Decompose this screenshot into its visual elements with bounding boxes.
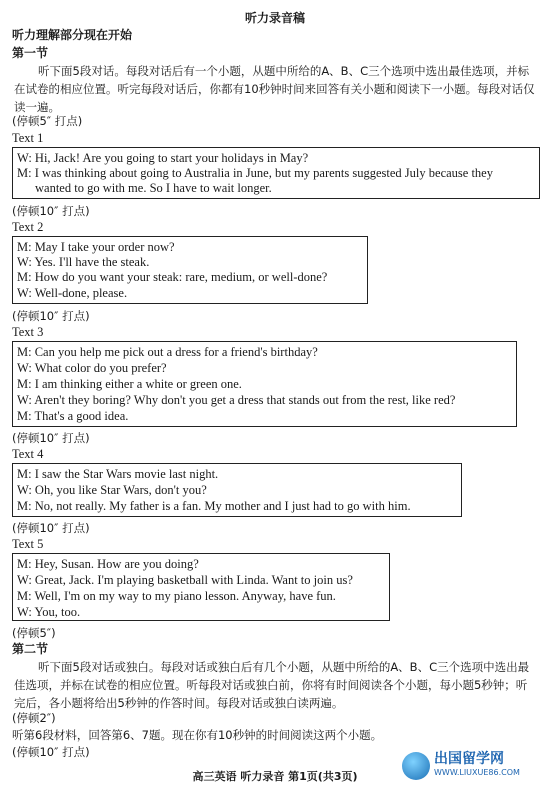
text5-line2: W: Great, Jack. I'm playing basketball with Linda. Want to join us? (17, 573, 353, 587)
text5-line4: W: You, too. (17, 605, 81, 619)
text5-line3: M: Well, I'm on my way to my piano lesson. Anyway, have fun. (17, 589, 336, 603)
globe-icon (402, 752, 430, 780)
text3-line2: W: What color do you prefer? (17, 361, 167, 375)
page-footer: 高三英语 听力录音 第1页(共3页) (192, 770, 358, 783)
text5-line1: M: Hey, Susan. How are you doing? (17, 557, 199, 571)
watermark-logo (402, 748, 542, 784)
text4-line1: M: I saw the Star Wars movie last night. (17, 467, 219, 481)
text2-dialogue (12, 236, 368, 304)
text4-dialogue (12, 463, 462, 517)
section1-paragraph: 听下面5段对话。每段对话后有一个小题，从题中所给的A、B、C三个选项中选出最佳选项，并标在试卷的相应位置。听完每段对话后，你都有10秒钟时间来回答有关小题和阅读下一小题。每段对话仅读一遍。 (14, 64, 535, 114)
section2-pause: (停顿2″) (12, 711, 56, 725)
text1-pause: (停顿10″ 打点) (12, 204, 90, 218)
section1-heading: 第一节 (12, 46, 49, 60)
text5-label: Text 5 (12, 537, 44, 551)
watermark-name: 出国留学网 (434, 751, 504, 767)
text3-dialogue (12, 341, 517, 427)
text2-line3: M: How do you want your steak: rare, medium, or well-done? (17, 270, 328, 284)
section2-instruction: 听第6段材料，回答第6、7题。现在你有10秒钟的时间阅读这两个小题。 (12, 728, 383, 742)
text5-pause: (停顿5″) (12, 626, 56, 640)
text5-dialogue (12, 553, 390, 621)
page-title: 听力录音稿 (244, 11, 305, 25)
watermark-url: WWW.LIUXUE86.COM (434, 768, 520, 777)
text2-pause: (停顿10″ 打点) (12, 309, 90, 323)
text1-line3: wanted to go with me. So I have to wait longer. (35, 181, 272, 195)
text4-line3: M: No, not really. My father is a fan. My mother and I just had to go with him. (17, 499, 411, 513)
text1-label: Text 1 (12, 131, 44, 145)
text3-line3: M: I am thinking either a white or green one. (17, 377, 242, 391)
text2-line4: W: Well-done, please. (17, 286, 128, 300)
text1-line2: M: I was thinking about going to Australia in June, but my parents suggested July because they (17, 166, 493, 180)
text4-pause: (停顿10″ 打点) (12, 521, 90, 535)
section2-heading: 第二节 (12, 642, 49, 656)
section2-paragraph: 听下面5段对话或独白。每段对话或独白后有几个小题，从题中所给的A、B、C三个选项中选出最佳选项，并标在试卷的相应位置。听每段对话或独白前，你将有时间阅读各个小题，每小题5秒钟；听完后，各小题将给出5秒钟的作答时间。每段对话或独白读两遍。 (14, 660, 530, 710)
intro-heading: 听力理解部分现在开始 (12, 28, 133, 42)
text3-line1: M: Can you help me pick out a dress for a friend's birthday? (17, 345, 318, 359)
text4-line2: W: Oh, you like Star Wars, don't you? (17, 483, 207, 497)
section2-pause-last: (停顿10″ 打点) (12, 745, 90, 759)
text2-line2: W: Yes. I'll have the steak. (17, 255, 150, 269)
text1-dialogue (12, 147, 540, 199)
text2-label: Text 2 (12, 220, 44, 234)
text1-line1: W: Hi, Jack! Are you going to start your holidays in May? (17, 151, 309, 165)
pause-first: (停顿5″ 打点) (12, 114, 83, 128)
text4-label: Text 4 (12, 447, 44, 461)
text3-pause: (停顿10″ 打点) (12, 431, 90, 445)
text2-line1: M: May I take your order now? (17, 240, 175, 254)
text3-label: Text 3 (12, 325, 44, 339)
text3-line4: W: Aren't they boring? Why don't you get a dress that stands out from the rest, like red? (17, 393, 456, 407)
text3-line5: M: That's a good idea. (17, 409, 129, 423)
